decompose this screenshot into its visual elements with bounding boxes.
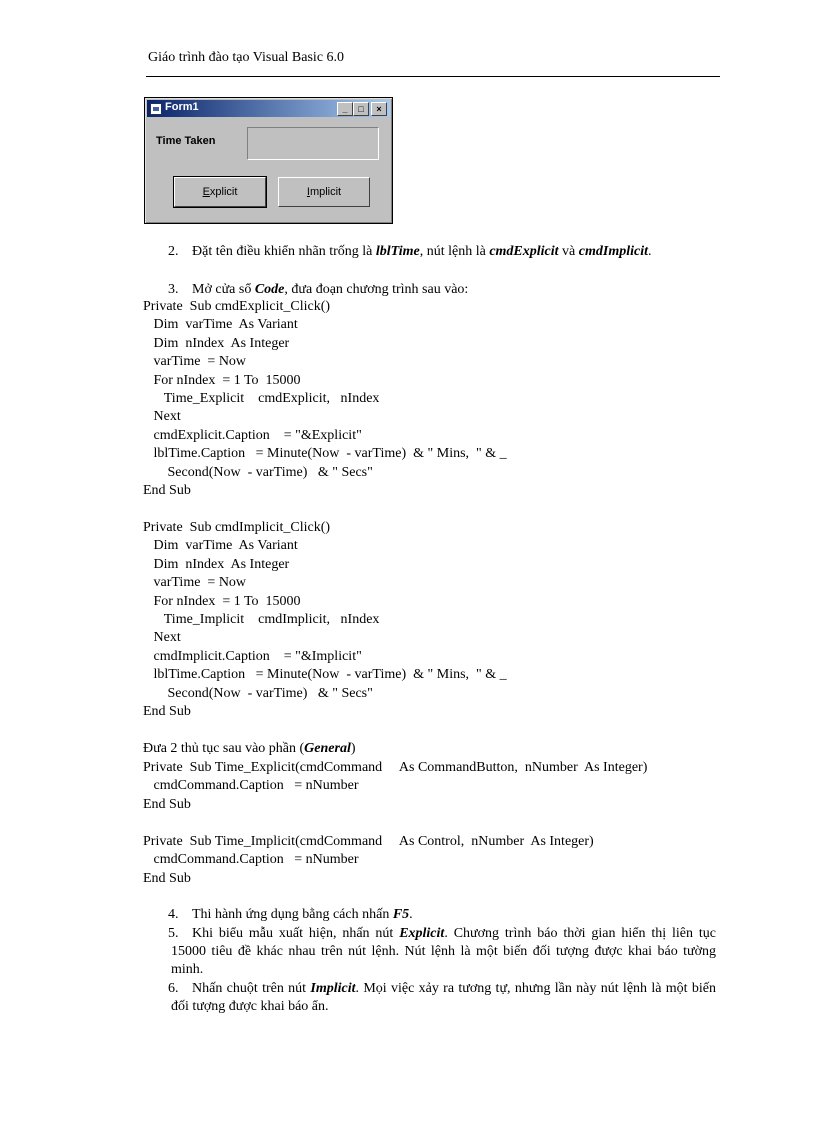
code-block-explicit: Private Sub cmdExplicit_Click() Dim varTime As Variant Dim nIndex As Integer varTime = Now For nIndex = 1 To 15000 Time_Explicit cmdExplicit, nIndex Next cmdExplicit.Caption = "&Explicit" lblTime.Caption = Minute(Now - varTime) & " Mins, " & _ Second(Now - varTime) & " Secs" End Sub (143, 299, 507, 499)
explicit-button (174, 177, 266, 207)
step-2-kw-3: cmdImplicit (578, 244, 648, 259)
step-4-number: 4. (168, 907, 179, 922)
code-block-implicit: Private Sub cmdImplicit_Click() Dim varTime As Variant Dim nIndex As Integer varTime = Now For nIndex = 1 To 15000 Time_Implicit cmdImplicit, nIndex Next cmdImplicit.Caption = "&Implicit" lblTime.Caption = Minute(Now - varTime) & " Mins, " & _ Second(Now - varTime) & " Secs" End Sub (143, 520, 507, 720)
step-2-text-3: và (558, 244, 579, 259)
step-2-text-4: . (647, 244, 652, 259)
step-2-text-1: Đặt tên điều khiển nhãn trống là (192, 244, 376, 259)
step-5 (168, 925, 716, 979)
minimize-icon: _ (337, 102, 353, 116)
general-text-2: ) (350, 741, 356, 756)
general-kw: General (304, 741, 351, 756)
step-3-text-2: , đưa đoạn chương trình sau vào: (284, 282, 469, 297)
lbltime-box (247, 127, 379, 160)
explicit-accel: E (202, 186, 210, 198)
form-titlebar (147, 100, 390, 117)
step-6-text-1: Nhấn chuột trên nút (192, 981, 311, 996)
step-6-number: 6. (168, 981, 179, 996)
vb-form-screenshot (144, 97, 393, 224)
step-2-text-2: , nút lệnh là (419, 244, 490, 259)
step-6-kw: Implicit (310, 981, 356, 996)
page-header: Giáo trình đào tạo Visual Basic 6.0 (148, 50, 345, 65)
time-taken-label: Time Taken (156, 135, 216, 147)
explicit-label: xplicit (209, 186, 238, 198)
implicit-button (278, 177, 370, 207)
step-6 (168, 980, 716, 1016)
step-6-text-2: . Mọi việc xảy ra tương tự, nhưng lần này nút lệnh là một biến đối tượng được khai báo ẩn. (171, 981, 716, 1014)
step-2-kw-1: lblTime (375, 244, 420, 259)
general-instruction (143, 740, 356, 758)
step-4 (168, 906, 716, 924)
implicit-accel: I (306, 186, 310, 198)
form-icon (150, 103, 162, 115)
step-5-text-1: Khi biểu mẫu xuất hiện, nhấn nút (192, 926, 400, 941)
step-2-number: 2. (168, 244, 179, 259)
header-rule (146, 76, 720, 77)
step-5-kw: Explicit (399, 926, 445, 941)
code-block-time-implicit: Private Sub Time_Implicit(cmdCommand As Control, nNumber As Integer) cmdCommand.Caption = nNumber End Sub (143, 834, 594, 886)
step-5-number: 5. (168, 926, 179, 941)
maximize-icon: □ (353, 102, 369, 116)
step-2 (168, 243, 716, 261)
form-title: Form1 (165, 101, 199, 113)
implicit-label: mplicit (309, 186, 342, 198)
step-3-kw-1: Code (254, 282, 285, 297)
step-3-number: 3. (168, 282, 179, 297)
code-block-time-explicit: Private Sub Time_Explicit(cmdCommand As CommandButton, nNumber As Integer) cmdCommand.Caption = nNumber End Sub (143, 760, 648, 812)
step-4-kw: F5 (392, 907, 410, 922)
close-icon: × (371, 102, 387, 116)
general-text-1: Đưa 2 thủ tục sau vào phần ( (143, 741, 305, 756)
step-5-text-2: . Chương trình báo thời gian hiển thị liên tục 15000 tiêu đề khác nhau trên nút lệnh. Nút lệnh là một biến đối tượng được khai báo tường minh. (171, 926, 716, 977)
step-4-text-1: Thi hành ứng dụng bằng cách nhấn (192, 907, 393, 922)
step-3 (168, 281, 716, 299)
step-2-kw-2: cmdExplicit (489, 244, 559, 259)
step-3-text-1: Mở cửa sổ (192, 282, 255, 297)
step-4-text-2: . (409, 907, 413, 922)
